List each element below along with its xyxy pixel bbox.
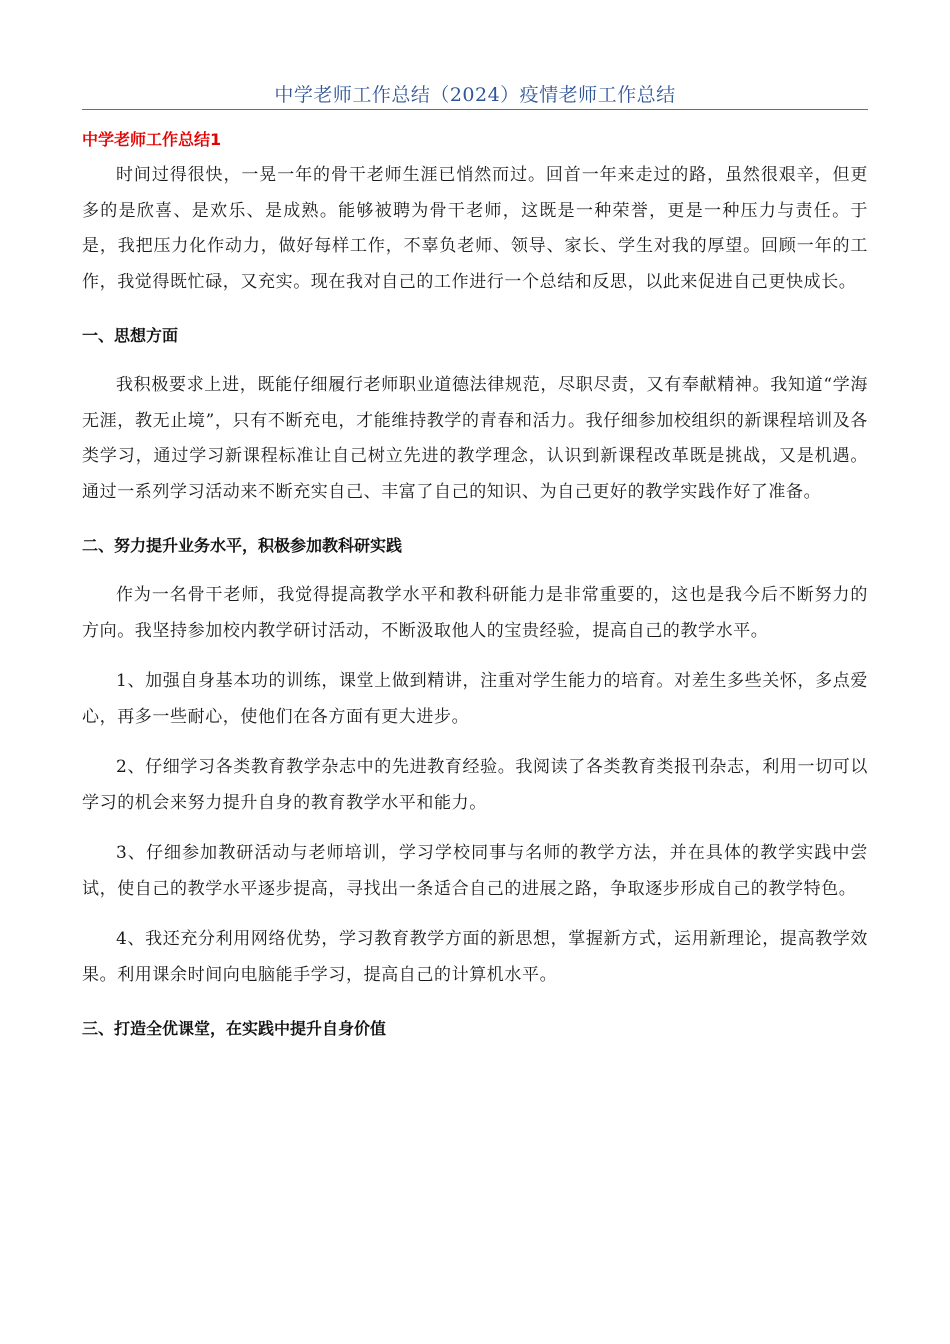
heading-classroom: 三、打造全优课堂，在实践中提升自身价值 xyxy=(82,1019,387,1038)
section-title: 中学老师工作总结1 xyxy=(82,130,222,149)
list-item-3: 3、仔细参加教研活动与老师培训，学习学校同事与名师的教学方法，并在具体的教学实践中尝试，使自己的教学水平逐步提高，寻找出一条适合自己的进展之路，争取逐步形成自己的教学特色。 xyxy=(82,843,868,899)
paragraph-thought: 我积极要求上进，既能仔细履行老师职业道德法律规范，尽职尽责，又有奉献精神。我知道“学海无涯，教无止境”，只有不断充电，才能维持教学的青春和活力。我仔细参加校组织的新课程培训及各类学习，通过学习新课程标准让自己树立先进的教学理念，认识到新课程改革既是挑战，又是机遇。通过一系列学习活动来不断充实自己、丰富了自己的知识、为自己更好的教学实践作好了准备。 xyxy=(82,375,868,502)
title-underline xyxy=(82,109,868,110)
paragraph-business-level: 作为一名骨干老师，我觉得提高教学水平和教科研能力是非常重要的，这也是我今后不断努力的方向。我坚持参加校内教学研讨活动，不断汲取他人的宝贵经验，提高自己的教学水平。 xyxy=(82,585,868,641)
intro-paragraph: 时间过得很快，一晃一年的骨干老师生涯已悄然而过。回首一年来走过的路，虽然很艰辛，但更多的是欣喜、是欢乐、是成熟。能够被聘为骨干老师，这既是一种荣誉，更是一种压力与责任。于是，我把压力化作动力，做好每样工作，不辜负老师、领导、家长、学生对我的厚望。回顾一年的工作，我觉得既忙碌，又充实。现在我对自己的工作进行一个总结和反思，以此来促进自己更快成长。 xyxy=(82,165,868,292)
list-item-1: 1、加强自身基本功的训练，课堂上做到精讲，注重对学生能力的培育。对差生多些关怀，多点爱心，再多一些耐心，使他们在各方面有更大进步。 xyxy=(82,671,868,727)
document-body xyxy=(82,128,868,1061)
heading-thought: 一、思想方面 xyxy=(82,326,179,345)
document-title: 中学老师工作总结（2024）疫情老师工作总结 xyxy=(274,84,676,106)
list-item-2: 2、仔细学习各类教育教学杂志中的先进教育经验。我阅读了各类教育类报刊杂志，利用一切可以学习的机会来努力提升自身的教育教学水平和能力。 xyxy=(82,757,868,813)
heading-business-level: 二、努力提升业务水平，积极参加教科研实践 xyxy=(82,536,403,555)
list-item-4: 4、我还充分利用网络优势，学习教育教学方面的新思想，掌握新方式，运用新理论，提高教学效果。利用课余时间向电脑能手学习，提高自己的计算机水平。 xyxy=(82,929,868,985)
